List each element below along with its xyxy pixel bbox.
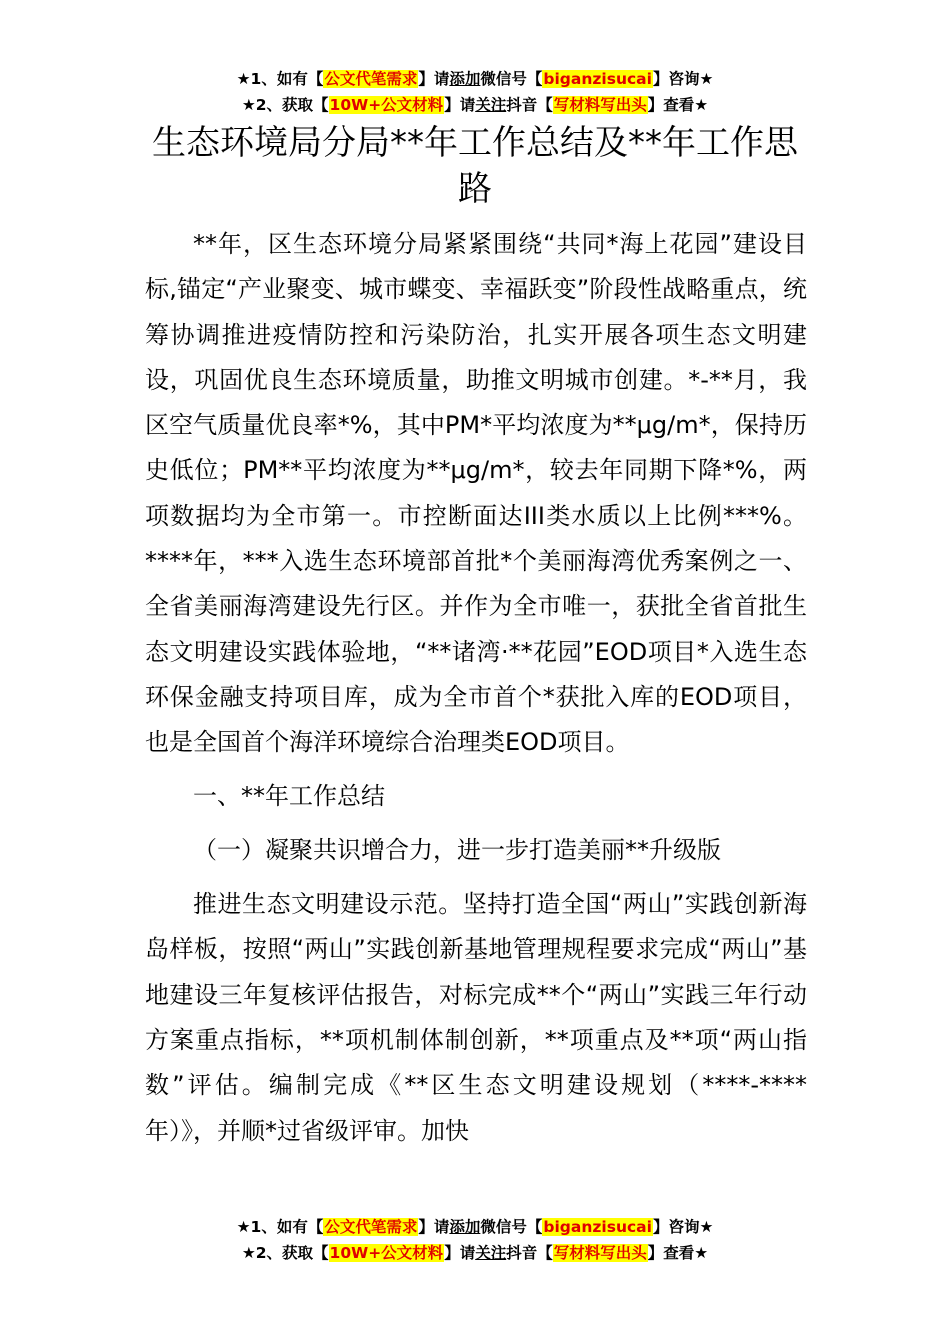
promo-text: 】请 [418, 1218, 450, 1236]
promo-highlight: 10W+公文材料 [329, 1244, 444, 1262]
section-heading: 一、**年工作总结 [193, 781, 385, 810]
promo-wechat-id: biganzisucai [543, 1218, 652, 1236]
promo-highlight: 10W+公文材料 [329, 96, 444, 114]
promo-text: ★1、如有【 [236, 70, 324, 88]
promo-text: 微信号【 [480, 1218, 543, 1236]
promo-line-1 [0, 1214, 950, 1240]
promo-line-2 [0, 1240, 950, 1266]
footer-promo-banner [0, 1214, 950, 1266]
promo-highlight: 公文代笔需求 [324, 70, 418, 88]
body-paragraph: 推进生态文明建设示范。坚持打造全国“两山”实践创新海岛样板，按照“两山”实践创新基地管理规程要求完成“两山”基地建设三年复核评估报告，对标完成**个“两山”实践三年行动方案重点指标，**项机制体制创新，**项重点及**项“两山指数”评估。编制完成《**区生态文明建设规划（****-****年）》，并顺*过省级评审。加快 [145, 890, 807, 1145]
promo-text: ★1、如有【 [236, 1218, 324, 1236]
promo-text: 微信号【 [480, 70, 543, 88]
promo-highlight: 公文代笔需求 [324, 1218, 418, 1236]
promo-wechat-id: biganzisucai [543, 70, 652, 88]
subsection-heading: （一）凝聚共识增合力，进一步打造美丽**升级版 [193, 835, 721, 864]
promo-underline: 关注 [475, 96, 507, 114]
promo-douyin-account: 写材料写出头 [553, 96, 647, 114]
promo-text: 】查看★ [647, 1244, 709, 1262]
promo-text: 抖音【 [506, 1244, 553, 1262]
promo-text: 抖音【 [506, 96, 553, 114]
promo-text: 】查看★ [647, 96, 709, 114]
promo-line-2 [0, 92, 950, 118]
promo-line-1 [0, 66, 950, 92]
promo-text: 】咨询★ [652, 70, 714, 88]
header-promo-banner [0, 66, 950, 118]
document-title: 生态环境局分局**年工作总结及**年工作思路 [152, 123, 798, 209]
promo-text: ★2、获取【 [241, 96, 329, 114]
promo-underline: 添加 [449, 1218, 481, 1236]
promo-text: 】咨询★ [652, 1218, 714, 1236]
intro-paragraph: **年，区生态环境分局紧紧围绕“共同*海上花园”建设目标,锚定“产业聚变、城市蝶变、幸福跃变”阶段性战略重点，统筹协调推进疫情防控和污染防治，扎实开展各项生态文明建设，巩固优良生态环境质量，助推文明城市创建。*-**月，我区空气质量优良率*%，其中PM*平均浓度为**μg/m*，保持历史低位；PM**平均浓度为**μg/m*，较去年同期下降*%，两项数据均为全市第一。市控断面达III类水质以上比例***%。****年，***入选生态环境部首批*个美丽海湾优秀案例之一、全省美丽海湾建设先行区。并作为全市唯一，获批全省首批生态文明建设实践体验地，“**诸湾·**花园”EOD项目*入选生态环保金融支持项目库，成为全市首个*获批入库的EOD项目，也是全国首个海洋环境综合治理类EOD项目。 [145, 230, 807, 757]
promo-text: ★2、获取【 [241, 1244, 329, 1262]
promo-underline: 添加 [449, 70, 481, 88]
document-body [145, 222, 807, 1154]
promo-text: 】请 [444, 96, 476, 114]
promo-text: 】请 [444, 1244, 476, 1262]
promo-douyin-account: 写材料写出头 [553, 1244, 647, 1262]
promo-underline: 关注 [475, 1244, 507, 1262]
promo-text: 】请 [418, 70, 450, 88]
